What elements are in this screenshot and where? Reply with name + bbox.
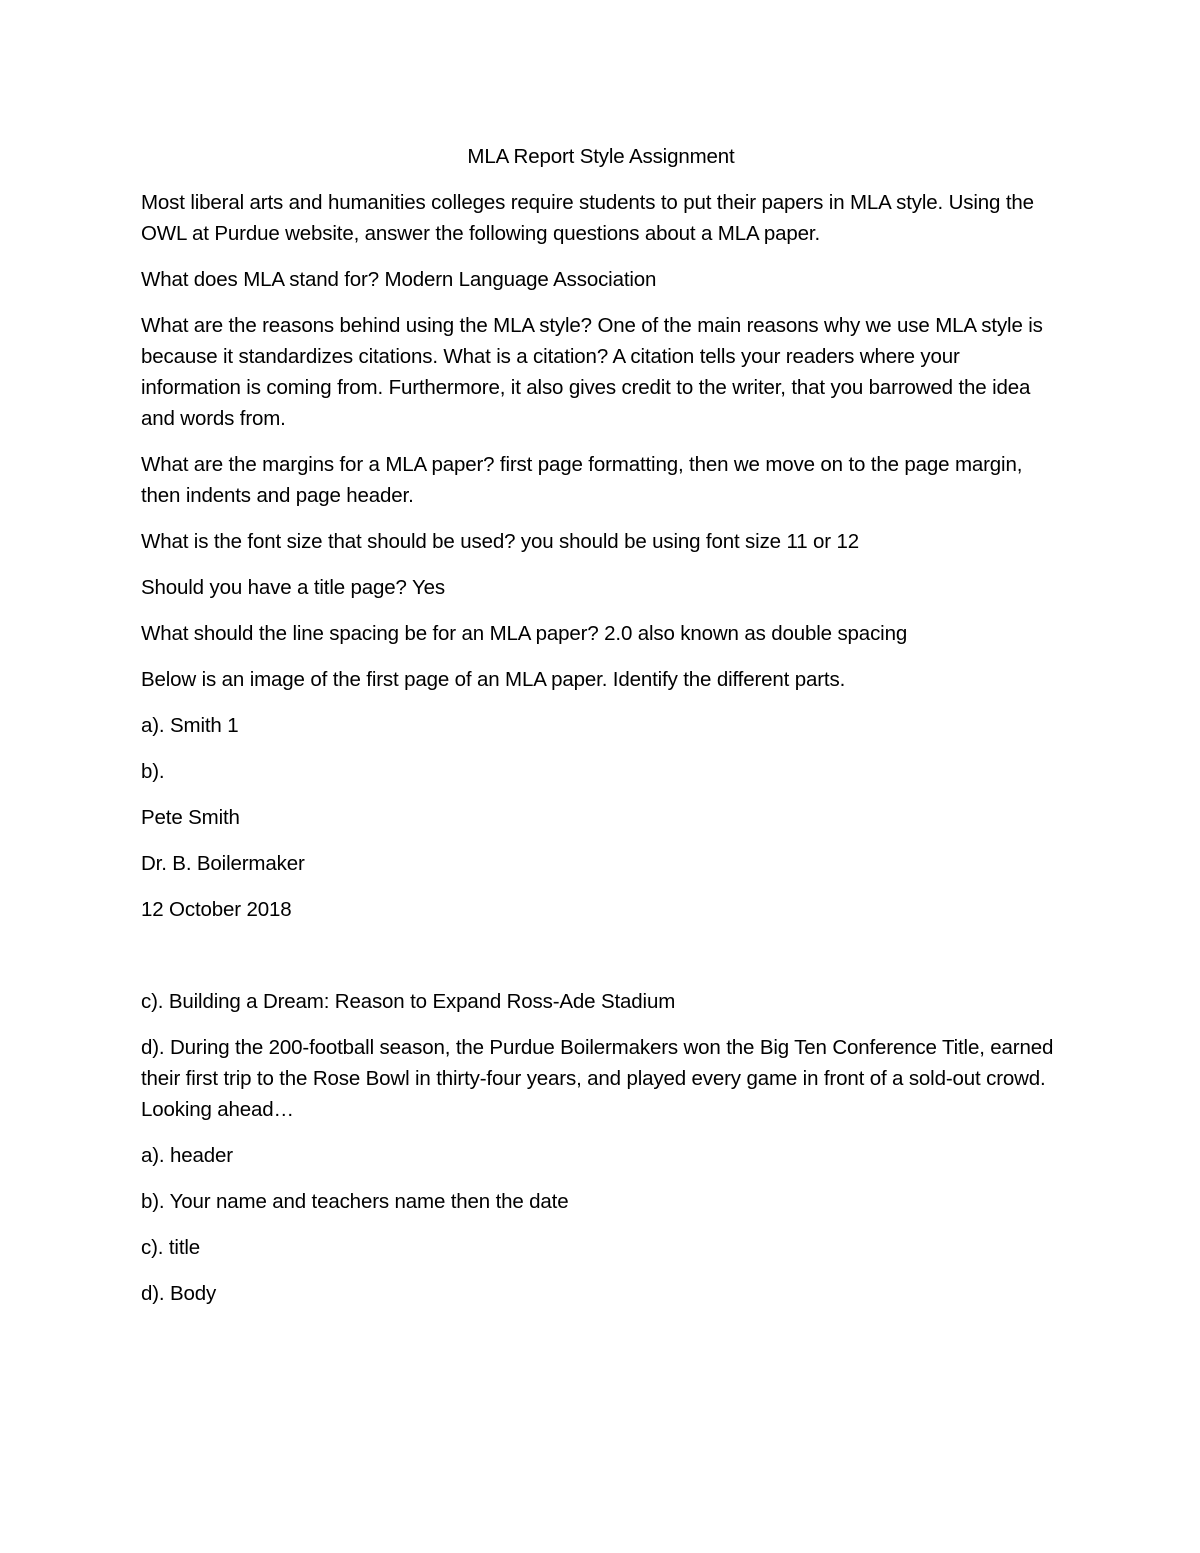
intro-paragraph: Most liberal arts and humanities colleges require students to put their papers in MLA style. Using the OWL at Purdue website, answer the following questions about a MLA paper. (141, 191, 1034, 245)
question-margins: What are the margins for a MLA paper? first page formatting, then we move on to the page margin, then indents and page header. (141, 453, 1023, 507)
document-title: MLA Report Style Assignment (467, 145, 735, 168)
question-title-page: Should you have a title page? Yes (141, 576, 445, 599)
student-name-line: Pete Smith (141, 806, 240, 829)
part-d-label: d). During the 200-football season, the Purdue Boilermakers won the Big Ten Conference Title, earned their first trip to the Rose Bowl in thirty-four years, and played every game in front of a sold-out crowd. Looking ahead… (141, 1036, 1054, 1121)
question-mla-meaning: What does MLA stand for? Modern Language Association (141, 268, 657, 291)
part-a-label: a). Smith 1 (141, 714, 239, 737)
question-line-spacing: What should the line spacing be for an MLA paper? 2.0 also known as double spacing (141, 622, 908, 645)
answer-a: a). header (141, 1144, 233, 1167)
document-body (141, 141, 1061, 1324)
part-b-label: b). (141, 760, 165, 783)
teacher-name-line: Dr. B. Boilermaker (141, 852, 305, 875)
answer-d: d). Body (141, 1282, 217, 1305)
part-c-label: c). Building a Dream: Reason to Expand Ross-Ade Stadium (141, 990, 676, 1013)
blank-spacer (141, 940, 1061, 986)
question-font-size: What is the font size that should be used? you should be using font size 11 or 12 (141, 530, 859, 553)
question-mla-reasons: What are the reasons behind using the MLA style? One of the main reasons why we use MLA style is because it standardizes citations. What is a citation? A citation tells your readers where your information is coming from. Furthermore, it also gives credit to the writer, that you barrowed the idea and words from. (141, 314, 1043, 430)
question-identify-parts: Below is an image of the first page of an MLA paper. Identify the different parts. (141, 668, 846, 691)
date-line: 12 October 2018 (141, 898, 292, 921)
answer-c: c). title (141, 1236, 201, 1259)
answer-b: b). Your name and teachers name then the date (141, 1190, 569, 1213)
